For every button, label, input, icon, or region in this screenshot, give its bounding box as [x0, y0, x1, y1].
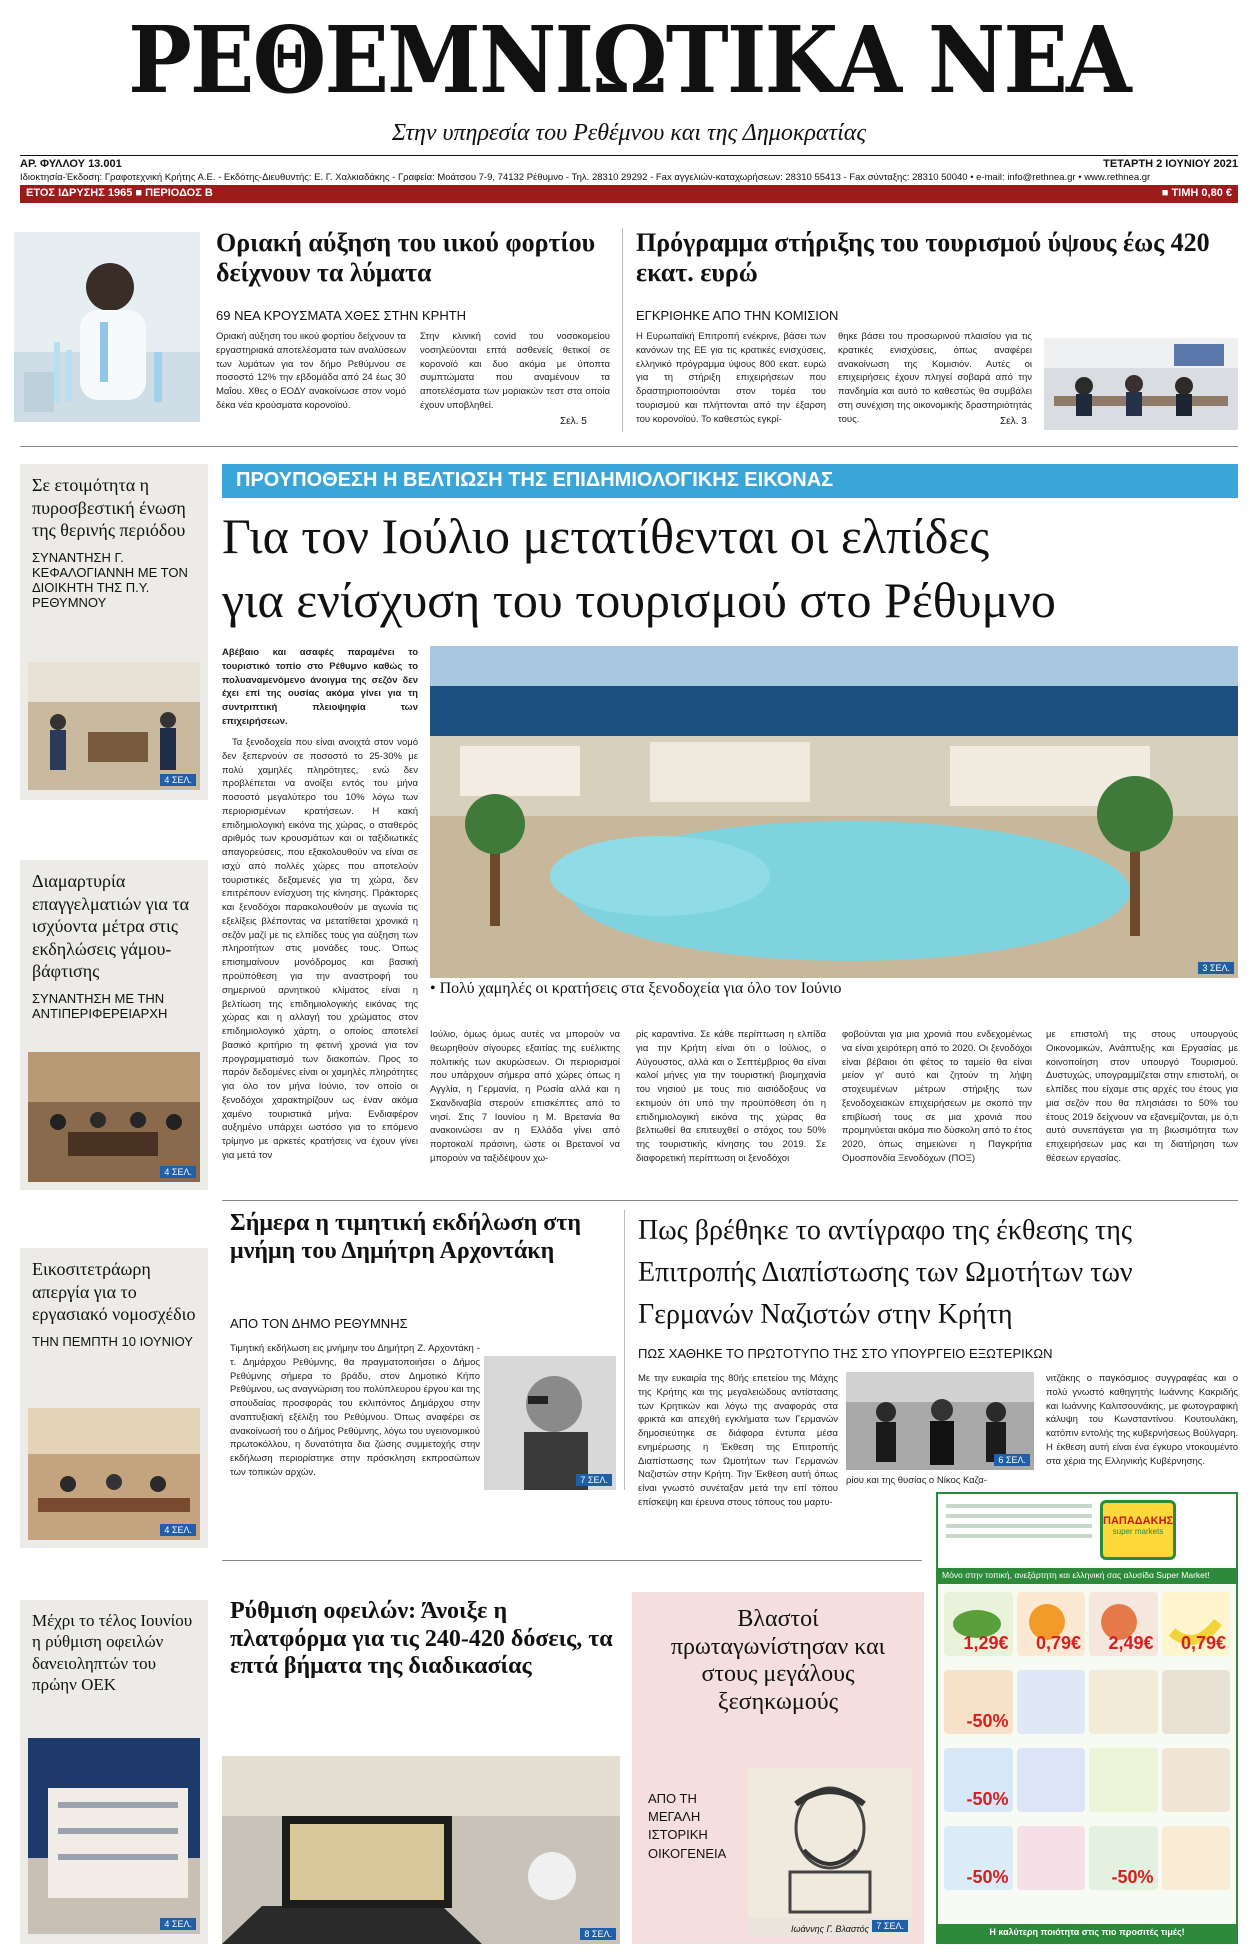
main-photo-caption: • Πολύ χαμηλές οι κρατήσεις στα ξενοδοχεία για όλο τον Ιούνιο [430, 980, 842, 997]
memorial-subhead: ΑΠΟ ΤΟΝ ΔΗΜΟ ΡΕΘΥΜΝΗΣ [230, 1316, 408, 1331]
ad-care-row [944, 1826, 1230, 1890]
sidebar-story-subhead: ΤΗΝ ΠΕΜΠΤΗ 10 ΙΟΥΝΙΟΥ [32, 1333, 193, 1349]
page-badge: 6 ΣΕΛ. [994, 1454, 1030, 1466]
feature-headline: Βλαστοί πρωταγωνίστησαν και στους μεγάλους ξεσηκωμούς [670, 1606, 886, 1715]
sidebar-story-subhead: ΣΥΝΑΝΤΗΣΗ ΜΕ ΤΗΝ ΑΝΤΙΠΕΡΙΦΕΡΕΙΑΡΧΗ [32, 990, 168, 1021]
ad-product-pasta [944, 1670, 1013, 1734]
ad-price: 0,79€ [1180, 1633, 1226, 1653]
sidebar-photo [28, 1408, 200, 1540]
archontakis-photo [484, 1356, 616, 1490]
top-left-headline: Οριακή αύξηση του ιικού φορτίου δείχνουν τα λύματα [216, 228, 596, 287]
sidebar-story-3[interactable] [20, 1248, 208, 1548]
page-badge: 8 ΣΕΛ. [580, 1928, 616, 1940]
sidebar-photo [28, 1052, 200, 1182]
ad-product-finish [1017, 1748, 1086, 1812]
debts-headline: Ρύθμιση οφειλών: Άνοιξε η πλατφόρμα για τις 240-420 δόσεις, τα επτά βήματα της διαδικασίας [230, 1598, 613, 1680]
sidebar-story-title: Μέχρι το τέλος Ιουνίου η ρύθμιση οφειλών δανειοληπτών του πρώην ΟΕΚ [32, 1611, 193, 1694]
sidebar-story-4[interactable] [20, 1600, 208, 1944]
top-left-page-ref: Σελ. 5 [560, 416, 587, 427]
top-right-col-1: Η Ευρωπαϊκή Επιτροπή ενέκρινε, βάσει των κανόνων της ΕΕ για τις κρατικές ενισχύσεις, ελληνικό πρόγραμμα ύψους 800 εκατ. ευρώ για τη στήριξη επιχειρήσεων που δραστηριοποιούνται στον τομέα του τουρισμού και πλήττονται από την έξαρση του κορονοϊού. Το καθεστώς εγκρί- [636, 331, 826, 425]
ad-product-milk [1017, 1670, 1086, 1734]
ad-discount: -50% [966, 1711, 1009, 1731]
ad-tagline: Μόνο στην τοπική, ανεξάρτητη και ελληνική σας αλυσίδα Super Market! [938, 1568, 1236, 1584]
main-headline-line-2: για ενίσχυση του τουρισμού στο Ρέθυμνο [222, 572, 1056, 628]
ad-product-baby [1162, 1826, 1231, 1890]
hotel-pool-photo [430, 646, 1238, 978]
founded-label: ΕΤΟΣ ΙΔΡΥΣΗΣ 1965 ■ ΠΕΡΙΟΔΟΣ Β [26, 187, 213, 199]
page-badge: 3 ΣΕΛ. [1198, 962, 1234, 974]
ad-price: 2,49€ [1108, 1633, 1154, 1653]
portrait-caption: Ιωάννης Γ. Βλαστός [790, 1924, 870, 1934]
report-col-2: νιτζάκης ο παγκόσμιος συγγραφέας και ο πολύ γνωστό καθηγητής Ιωάννης Κακριδής και Ιωάννης Καλιτσουνάκης, με φωτογραφική κάλυψη του Κωνσταντίνου Κουτουλάκη, κατόπιν εντολής της κυβερνήσεως Βούλγαρη. Η έκθεση αυτή είναι ένα έγκυρο ντοκουμέντο στα χέρια της Ελληνικής Κυβέρνησης. [1046, 1373, 1238, 1467]
ad-store-list [946, 1504, 1092, 1538]
ad-produce-cucumbers [944, 1592, 1013, 1656]
masthead-title: ΡΕΘΕΜΝΙΩΤΙΚΑ ΝΕΑ [128, 6, 1130, 114]
main-body: Τα ξενοδοχεία που είναι ανοιχτά στον νομό δεν ξεπερνούν σε ποσοστό το 25-30% με πολύ χαμηλές πληρότητες, ενώ δεν προβλέπεται να ανοίξει εντός του μήνα ποσοστό μεγαλύτερο του 10% λόγω των περιορισμένων κρατήσεων. Η κακή επιδημιολογική εικόνα της χώρας, ο σταθερός αριθμός των κρουσμάτων και οι ταξιδιωτικές απαγορεύσεις, που εξακολουθούν να είναι σε ισχύ από πολλές χώρες που αποτελούν τουριστικές δεξαμενές για τη χώρα, δεν επιτρέπουν ενίσχυση της κίνησης. Πράκτορες και ξενοδόχοι παρακολουθούν με αγωνία τις εξελίξεις βλέποντας να μετατίθεται χρονικά η σεζόν μαζί με τις ελπίδες τους για αύξηση των πληροτήτων στις μονάδες τους. Όπως επισημαίνουν μονόδρομος και βασική προϋπόθεση για την αναστροφή του σημερινού αρνητικού κλίματος είναι η βελτίωση της επιδημιολογικής εικόνας της χώρας και η αλλαγή του χρώματος στον επιδημιολογικό χάρτη, ο οποίος αποτελεί βασικό κριτήριο τη φετινή χρονιά για τον προγραμματισμό των διακοπών. Προς το παρόν δεδομένες είναι οι χαμηλές πληρότητες για όλο τον μήνα Ιούνιο, τον οποίο οι ξενοδόχοι χαρακτηρίζουν ως έναν ακόμα χαμένο τουριστικά μήνα. Ενδιαφέρον αυξημένο υπάρχει ωστόσο για το επόμενο τρίμηνο με αρκετές κρατήσεις να έχουν γίνει για μετά τον [222, 737, 418, 1161]
main-col-4: με επιστολή της στους υπουργούς Οικονομικών, Ανάπτυξης και Εργασίας με κοινοποίηση στον υπουργό Τουρισμού. Δυστυχώς, υπογραμμίζεται στην επιστολή, οι ελπίδες που είχαμε στις αρχές του έτους για μια σεζόν που θα πλησιάσει το 50% του έτους 2019 δείχνουν να εξανεμίζονται, με ό,τι αυτό συνεπάγεται για τη βιωσιμότητα των επιχειρήσεων μας και τη διατήρηση των θέσεων εργασίας. [1046, 1029, 1238, 1164]
ad-product-cleaner [1089, 1748, 1158, 1812]
main-lead: Αβέβαιο και ασαφές παραμένει το τουριστικό τοπίο στο Ρέθυμνο καθώς το πολυαναμενόμενο άνοιγμα της σεζόν δεν έχει επί της ουσίας ακόμα γίνει για τη συντριπτική πλειοψηφία των επιχειρήσεων. [222, 647, 418, 727]
feature-subhead: ΑΠΟ ΤΗ ΜΕΓΑΛΗ ΙΣΤΟΡΙΚΗ ΟΙΚΟΓΕΝΕΙΑ [648, 1791, 727, 1861]
ad-product-oil [1162, 1748, 1231, 1812]
lab-photo [14, 232, 200, 422]
ad-product-softener [944, 1826, 1013, 1890]
top-left-col-1: Οριακή αύξηση του ιικού φορτίου δείχνουν τα εργαστηριακά αποτελέσματα των αναλύσεων των λυμάτων για τον δήμο Ρεθύμνου σε ποσοστό 12% την εβδομάδα από 24 έως 30 Μαΐου. Χθες ο ΕΟΔΥ ανακοίνωσε στον νομό δέκα νέα κρούσματα κορονοϊού. [216, 331, 406, 411]
ad-discount: -50% [966, 1867, 1009, 1887]
ad-produce-oranges [1017, 1592, 1086, 1656]
ad-header [938, 1494, 1236, 1566]
ad-product-detergent [944, 1748, 1013, 1812]
ad-product-shampoo [1017, 1826, 1086, 1890]
issue-number: ΑΡ. ΦΥΛΛΟΥ 13.001 [20, 158, 122, 170]
ad-produce-row [944, 1592, 1230, 1656]
sidebar-photo [28, 1738, 200, 1934]
top-right-page-ref: Σελ. 3 [1000, 416, 1027, 427]
ad-price: 0,79€ [1035, 1633, 1081, 1653]
main-col-1: Ιούλιο, όμως όμως αυτές να μπορούν να θεωρηθούν σίγουρες εξαιτίας της ευέλικτης πολιτικής των ακυρώσεων. Οι περιορισμοί που υπάρχουν σήμερα από χώρες όπως η Αγγλία, η Γερμανία, η Ρωσία αλλά και η Σκανδιναβία στερούν επισκέπτες από το νησί. Στις 7 Ιουνίου η Μ. Βρετανία θα ανακοινώσει αν η Ελλάδα γίνει από πορτοκαλί πράσινη, ώστε οι Βρετανοί να μπορούν να ταξιδέψουν χω- [430, 1029, 620, 1164]
publisher-line: Ιδιοκτησία-Έκδοση: Γραφοτεχνική Κρήτης Α.Ε. - Εκδότης-Διευθυντής: Ε. Γ. Χαλκιαδάκης - Γραφεία: Μοάτσου 7-9, 74132 Ρέθυμνο - Τηλ. 28310 29292 - Fax αγγελιών-καταχωρήσεων: 28310 55413 - Fax σύνταξης: 28310 50040 • e-mail: info@rethnea.gr • www.rethnea.gr [20, 172, 1151, 183]
issue-date: ΤΕΤΑΡΤΗ 2 ΙΟΥΝΙΟΥ 2021 [1103, 158, 1238, 170]
main-headline [222, 504, 1238, 632]
report-fragment: ρίου και της θυσίας ο Νίκος Καζα- [846, 1475, 987, 1486]
page-badge: 4 ΣΕΛ. [160, 1166, 196, 1178]
memorial-headline: Σήμερα η τιμητική εκδήλωση στη μνήμη του Δημήτρη Αρχοντάκη [230, 1210, 581, 1264]
memorial-body: Τιμητική εκδήλωση εις μνήμην του Δημήτρη Ζ. Αρχοντάκη - τ. Δημάρχου Ρεθύμνης, θα πραγματοποιήσει ο Δήμος Ρεθύμνης σήμερα το βράδυ, στον Δημοτικό Κήπο Ρεθύμνου, ως αναγνώριση του πολύπλευρου έργου και της σπουδαίας προσφοράς του εκλιπόντος Δημάρχου στην αναπτυξιακή εξέλιξη του Ρεθύμνου. Όπως αναφέρει σε ανακοίνωσή του ο Δήμος Ρεθύμνης, λόγω του υγειονομικού πρωτοκόλλου, η δυνατότητα δια ζώσης συμμετοχής στην εκδήλωση περιορίστηκε στην πρόσκληση εκπροσώπων των τοπικών αρχών. [230, 1343, 480, 1478]
price-label: ■ ΤΙΜΗ 0,80 € [1161, 187, 1232, 199]
ad-product-snacks [1162, 1670, 1231, 1734]
main-headline-line-1: Για τον Ιούλιο μετατίθενται οι ελπίδες [222, 508, 990, 564]
ad-logo [1100, 1500, 1176, 1560]
vlastos-portrait [748, 1768, 912, 1936]
ad-brand-sub: super markets [1112, 1527, 1164, 1536]
page-badge: 4 ΣΕΛ. [160, 774, 196, 786]
laptop-photo [222, 1756, 620, 1944]
top-left-col-2: Στην κλινική covid του νοσοκομείου νοσηλεύονται επτά ασθενείς θετικοί σε κορονοϊό και δυο ακόμα με ύποπτα συμπτώματα που αναμένουν τα αποτελέσματα των μοριακών τεστ στα οποία έχουν υποβληθεί. [420, 331, 610, 411]
ad-product-diapers [1089, 1826, 1158, 1890]
ad-produce-bananas [1162, 1592, 1231, 1656]
top-right-subhead: ΕΓΚΡΙΘΗΚΕ ΑΠΟ ΤΗΝ ΚΟΜΙΣΙΟΝ [636, 308, 839, 323]
issue-row [20, 158, 1238, 170]
report-subhead: ΠΩΣ ΧΑΘΗΚΕ ΤΟ ΠΡΩΤΟΤΥΠΟ ΤΗΣ ΣΤΟ ΥΠΟΥΡΓΕΙΟ ΕΞΩΤΕΡΙΚΩΝ [638, 1346, 1053, 1361]
report-col-1: Με την ευκαιρία της 80ής επετείου της Μάχης της Κρήτης και της μεγαλειώδους αντίστασης των Κρητικών και λόγω της αναφοράς στα φρικτά και απεχθή εγκλήματα των Γερμανών δημοσιεύτηκε σε διάφορα έντυπα μέσα ενημέρωσης η Έκθεση της Επιτροπής Διαπίστωσης των Ωμοτήτων των Γερμανών Ναζιστών στην Κρήτη. Την Έκθεση αυτή όπως είναι γνωστό συνέταξαν μετά την επί τόπου επίσκεψη και έρευνα στους τόπους του μαρτυ- [638, 1373, 838, 1508]
sidebar-story-2[interactable] [20, 860, 208, 1190]
sidebar-story-title: Σε ετοιμότητα η πυροσβεστική ένωση της θερινής περιόδου [32, 475, 186, 540]
top-right-headline: Πρόγραμμα στήριξης του τουρισμού ύψους έως 420 εκατ. ευρώ [636, 228, 1210, 287]
ad-footer: Η καλύτερη ποιότητα στις πιο προσιτές τιμές! [938, 1924, 1236, 1942]
main-col-2: ρίς καραντίνα. Σε κάθε περίπτωση η ελπίδα για την Κρήτη είναι ότι ο Ιούλιος, ο Αύγουστος, αλλά και ο Σεπτέμβριος θα είναι καλοί μήνες για την τουριστική βιομηχανία του νησιού με τους πιο αισιόδοξους να εκτιμούν ότι υπό την προϋπόθεση ότι η επιδημιολογική εικόνα της χώρας θα βελτιωθεί θα επιτευχθεί ο στόχος του 50% της τουριστικής κίνησης του 2019. Σε διαφορετική περίπτωση οι ξενοδόχοι [636, 1029, 826, 1164]
ad-grocery-row [944, 1670, 1230, 1734]
ad-produce-peaches [1089, 1592, 1158, 1656]
info-bar [20, 185, 1238, 203]
ad-price: 1,29€ [963, 1633, 1009, 1653]
sidebar-photo [28, 662, 200, 790]
page-badge: 7 ΣΕΛ. [872, 1920, 908, 1932]
meeting-photo [1044, 338, 1238, 430]
page-badge: 7 ΣΕΛ. [576, 1474, 612, 1486]
ad-discount: -50% [966, 1789, 1009, 1809]
ad-discount: -50% [1111, 1867, 1154, 1887]
page-badge: 4 ΣΕΛ. [160, 1918, 196, 1930]
feature-box[interactable] [632, 1592, 924, 1944]
main-col-3: φοβούνται για μια χρονιά που ενδεχομένως να είναι χειρότερη από το 2020. Οι ξενοδόχοι είναι βέβαιοι ότι φέτος το ταμείο θα είναι μείον γι' αυτό και ζητούν τη λήψη στοχευμένων μέτρων στήριξης των ξενοδοχειακών επιχειρήσεων με σκοπό την επιβίωσή τους σε μια χρονιά που προμηνύεται ακόμα πιο δύσκολη από το έτος 2020, όπως σημειώνει η Παγκρήτια Ομοσπονδία Ξενοδόχων (ΠΟΞ) [842, 1029, 1032, 1164]
page-badge: 4 ΣΕΛ. [160, 1524, 196, 1536]
main-kicker: ΠΡΟΥΠΟΘΕΣΗ Η ΒΕΛΤΙΩΣΗ ΤΗΣ ΕΠΙΔΗΜΙΟΛΟΓΙΚΗΣ ΕΙΚΟΝΑΣ [222, 464, 1238, 498]
supermarket-ad[interactable] [936, 1492, 1238, 1944]
ad-product-coffee [1089, 1670, 1158, 1734]
sidebar-story-1[interactable] [20, 464, 208, 800]
sidebar-story-subhead: ΣΥΝΑΝΤΗΣΗ Γ. ΚΕΦΑΛΟΓΙΑΝΝΗ ΜΕ ΤΟΝ ΔΙΟΙΚΗΤΗ ΤΗΣ Π.Υ. ΡΕΘΥΜΝΟΥ [32, 549, 188, 610]
report-photo [846, 1372, 1034, 1470]
report-headline: Πως βρέθηκε το αντίγραφο της έκθεσης της Επιτροπής Διαπίστωσης των Ωμοτήτων των Γερμανών Ναζιστών στην Κρήτη [638, 1215, 1133, 1330]
ad-cleaning-row [944, 1748, 1230, 1812]
top-right-col-2: θηκε βάσει του προσωρινού πλαισίου για τις κρατικές ενισχύσεις, όπως αναφέρει ανακοίνωση της Κομισιόν. Αυτές οι επιχειρήσεις έχουν πληγεί σοβαρά από την πανδημία και αυτό το καθεστώς θα συμβάλει στη συνέχιση της οικονομικής δραστηριότητάς τους. [838, 331, 1032, 425]
masthead-slogan: Στην υπηρεσία του Ρεθέμνου και της Δημοκρατίας [391, 120, 867, 146]
sidebar-story-title: Διαμαρτυρία επαγγελματιών για τα ισχύοντα μέτρα στις εκδηλώσεις γάμου-βάφτισης [32, 871, 189, 981]
ad-brand: ΠΑΠΑΔΑΚΗΣ [1103, 1515, 1174, 1527]
sidebar-story-title: Εικοσιτετράωρη απεργία για το εργασιακό νομοσχέδιο [32, 1259, 196, 1324]
top-left-subhead: 69 ΝΕΑ ΚΡΟΥΣΜΑΤΑ ΧΘΕΣ ΣΤΗΝ ΚΡΗΤΗ [216, 308, 467, 323]
